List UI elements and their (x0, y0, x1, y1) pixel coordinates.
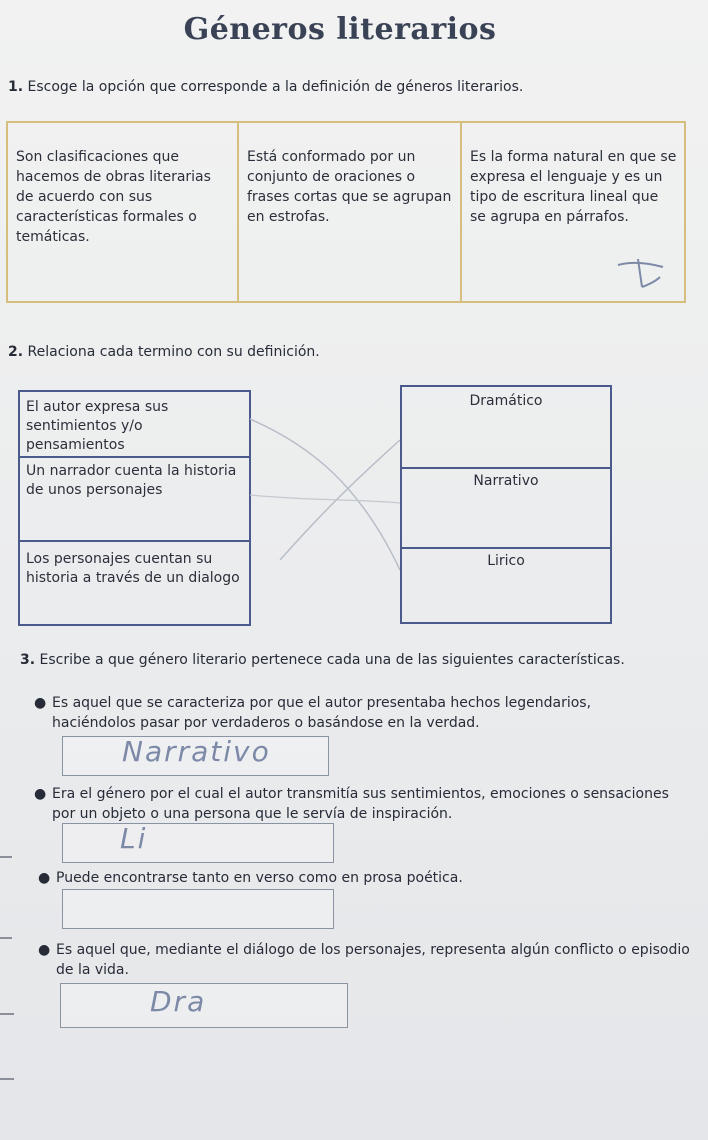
page-title: Géneros literarios (183, 12, 497, 47)
margin-mark (0, 937, 12, 939)
genre-label-narrativo: Narrativo (473, 473, 539, 489)
bullet-icon: ● (38, 870, 51, 886)
definition-item: Los personajes cuentan su historia a través de un dialogo (26, 551, 240, 586)
characteristic-1: ● Es aquel que se caracteriza por que el autor presentaba hechos legendarios, haciéndolos pasar por verdaderos o basándose en la verdad. (34, 695, 592, 731)
definition-item: Un narrador cuenta la historia de unos personajes (26, 463, 237, 498)
bullet-icon: ● (34, 786, 47, 802)
definitions-table (6, 121, 686, 303)
characteristic-3: ● Puede encontrarse tanto en verso como en prosa poética. (38, 870, 463, 886)
divider (402, 467, 610, 469)
genre-label-dramatico: Dramático (469, 393, 543, 409)
answer-box-3[interactable] (62, 889, 334, 929)
pencil-connecting-lines (250, 385, 405, 585)
margin-mark (0, 1078, 14, 1080)
definition-cell-3: Es la forma natural en que se expresa el lenguaje y es un tipo de escritura lineal que se agrupa en párrafos. (462, 123, 684, 301)
margin-mark (0, 1013, 14, 1015)
handwritten-answer-2: Li (120, 822, 148, 855)
question-2: 2. Relaciona cada termino con su definición. (8, 344, 320, 360)
handwritten-mark (608, 251, 668, 291)
characteristic-4: ● Es aquel que, mediante el diálogo de los personajes, representa algún conflicto o episodio de la vida. (38, 942, 690, 978)
question-1: 1. Escoge la opción que corresponde a la definición de géneros literarios. (8, 79, 524, 95)
definition-cell-1: Son clasificaciones que hacemos de obras literarias de acuerdo con sus características formales o temáticas. (8, 123, 239, 301)
bullet-icon: ● (38, 942, 51, 958)
divider (20, 540, 249, 542)
divider (402, 547, 610, 549)
genres-column (400, 385, 612, 624)
answer-box-2[interactable] (62, 823, 334, 863)
handwritten-answer-1: Narrativo (122, 735, 271, 768)
handwritten-answer-4: Dra (150, 985, 207, 1018)
question-3: 3. Escribe a que género literario pertenece cada una de las siguientes características. (20, 652, 625, 668)
characteristic-2: ● Era el género por el cual el autor transmitía sus sentimientos, emociones o sensaciones por un objeto o una persona que le servía de inspiración. (34, 786, 669, 822)
definition-item: El autor expresa sus sentimientos y/o pensamientos (26, 399, 169, 453)
margin-mark (0, 856, 12, 858)
bullet-icon: ● (34, 695, 47, 711)
genre-label-lirico: Lirico (487, 553, 525, 569)
definition-cell-2: Está conformado por un conjunto de oraciones o frases cortas que se agrupan en estrofas. (239, 123, 462, 301)
definitions-column (18, 390, 251, 626)
